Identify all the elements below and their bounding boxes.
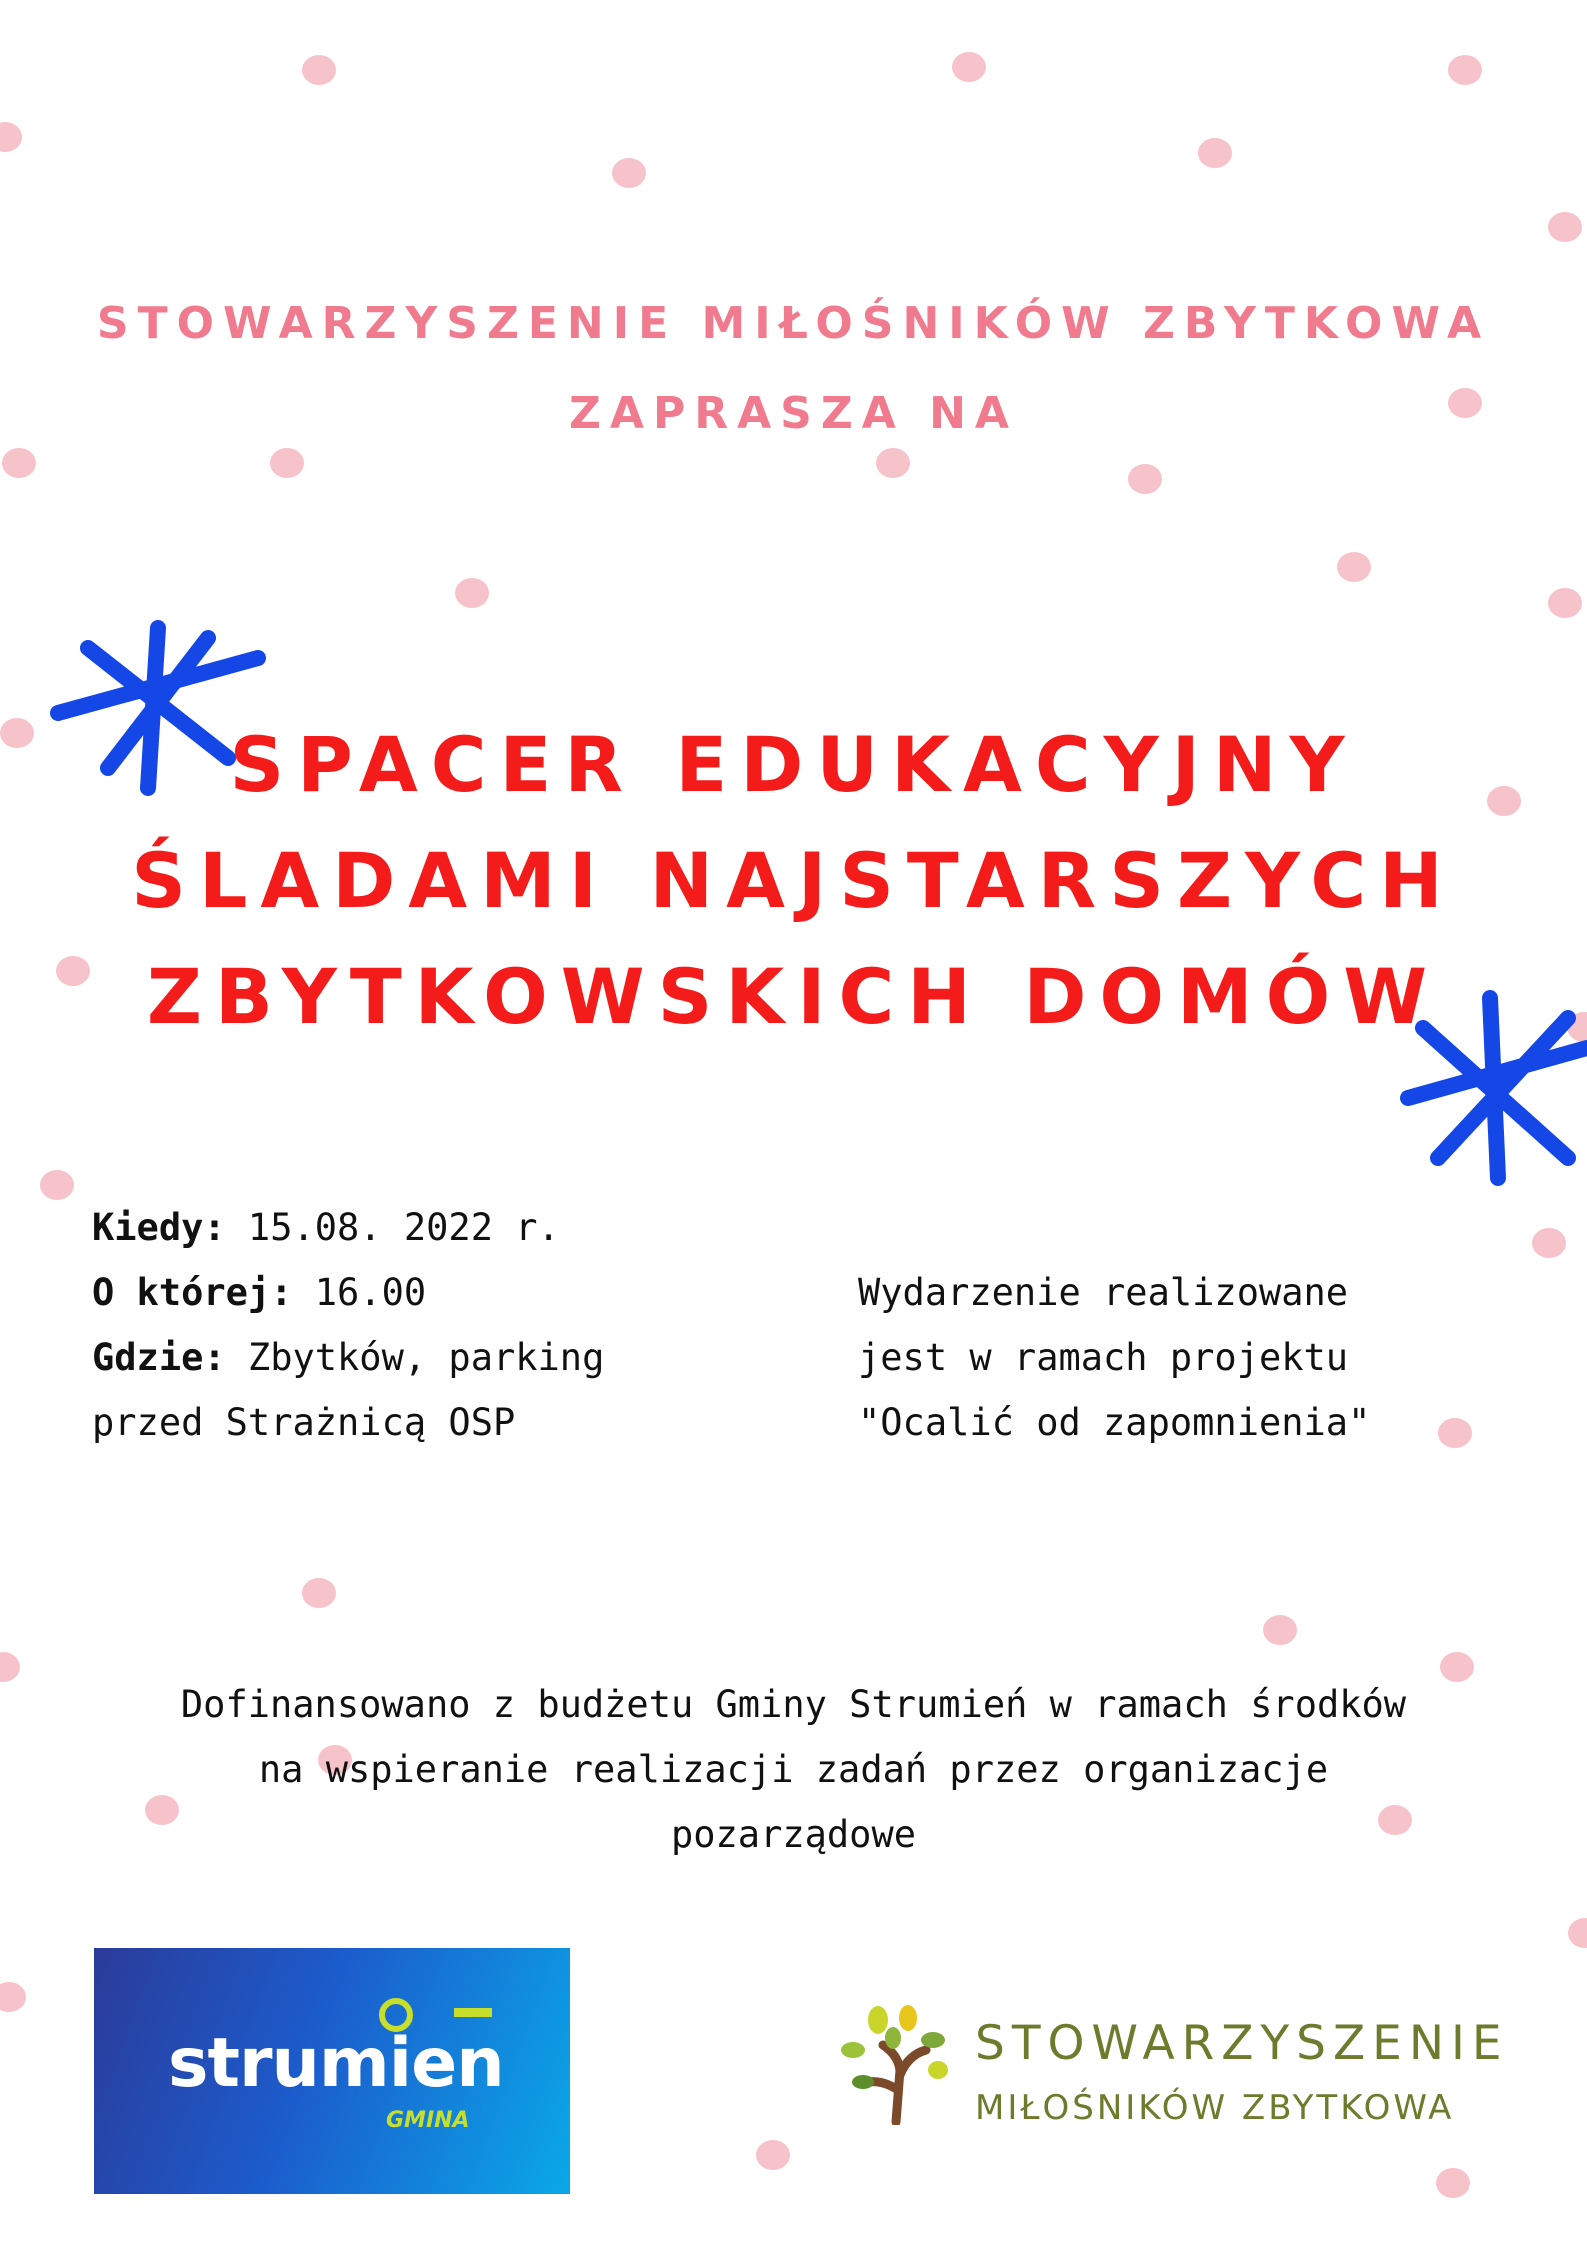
gmina-logo-sub: GMINA [386,2108,470,2133]
event-details [92,1195,604,1455]
dot [1448,55,1482,85]
dot [1128,464,1162,494]
dot [756,2140,790,2170]
project-info [858,1260,1370,1455]
funding-line: Dofinansowano z budżetu Gminy Strumień w ramach środków [180,1683,1407,1726]
funding-line: na wspieranie realizacji zadań przez organizacje [258,1748,1329,1791]
where-label: Gdzie: [92,1336,226,1379]
where-value: Zbytków, parking [225,1336,605,1379]
dot [1436,2168,1470,2198]
gmina-logo-word: strumien [168,2024,504,2103]
assoc-logo-line-2: MIŁOŚNIKÓW ZBYTKOWA [975,2088,1455,2128]
dot [952,52,986,82]
event-title-line-2: ŚLADAMI NAJSTARSZYCH [131,836,1456,925]
funding-line: pozarządowe [670,1813,917,1856]
dot [0,122,22,152]
time-row [92,1260,604,1325]
dot [2,448,36,478]
logo-bar-icon [454,2008,492,2017]
dot [455,578,489,608]
time-value: 16.00 [292,1271,427,1314]
time-label: O której: [92,1271,293,1314]
dot [0,1982,26,2012]
when-value: 15.08. 2022 r. [225,1206,560,1249]
event-title-line-3: ZBYTKOWSKICH DOMÓW [146,952,1441,1041]
event-title-line-1: SPACER EDUKACYJNY [229,720,1358,809]
dot [1198,138,1232,168]
dot [1263,1615,1297,1645]
tree-icon [838,2000,958,2125]
gmina-strumien-logo [94,1948,570,2194]
when-row [92,1195,604,1260]
dot [1568,1918,1587,1948]
dot [1337,552,1371,582]
dot [1548,212,1582,242]
header-line-2: ZAPRASZA NA [569,388,1018,439]
project-line: Wydarzenie realizowane [858,1271,1349,1314]
dot [876,448,910,478]
where-row [92,1325,604,1390]
dot [302,1578,336,1608]
assoc-logo-line-1: STOWARZYSZENIE [975,2016,1509,2071]
project-line: jest w ramach projektu [858,1336,1349,1379]
header-line-1: STOWARZYSZENIE MIŁOŚNIKÓW ZBYTKOWA [96,298,1491,349]
dot [612,158,646,188]
when-label: Kiedy: [92,1206,226,1249]
dot [1532,1228,1566,1258]
dot [302,55,336,85]
dot [1548,588,1582,618]
funding-note [0,1672,1587,1867]
dot [1438,1418,1472,1448]
project-line: "Ocalić od zapomnienia" [858,1401,1371,1444]
dot [40,1170,74,1200]
where-row-2: przed Strażnicą OSP [92,1401,516,1444]
dot [270,448,304,478]
